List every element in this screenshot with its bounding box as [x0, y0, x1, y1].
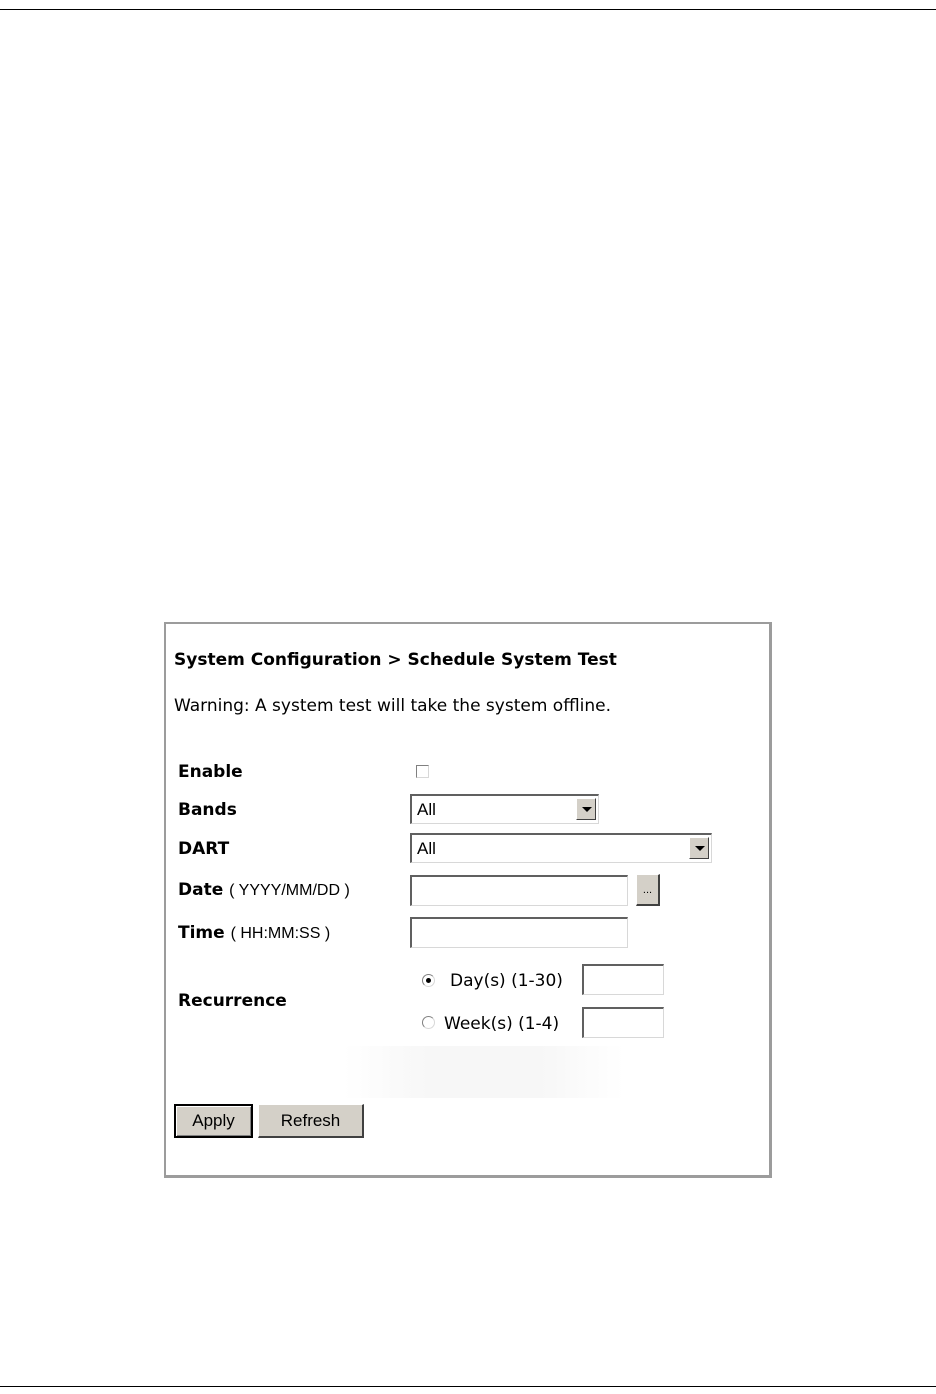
row-shading — [344, 1046, 624, 1098]
refresh-button[interactable]: Refresh — [258, 1104, 364, 1138]
recurrence-label: Recurrence — [178, 991, 287, 1011]
date-label — [178, 880, 350, 900]
dart-select[interactable] — [410, 833, 712, 863]
enable-checkbox[interactable] — [416, 765, 429, 778]
schedule-test-panel — [164, 622, 772, 1178]
recurrence-weeks-radio[interactable] — [422, 1016, 435, 1029]
date-label-text: Date — [178, 880, 224, 900]
dart-selected-value: All — [417, 839, 436, 858]
apply-button[interactable]: Apply — [174, 1104, 253, 1138]
bands-select[interactable] — [410, 794, 599, 824]
date-picker-button[interactable]: ... — [636, 874, 660, 906]
bands-selected-value: All — [417, 800, 436, 819]
enable-label: Enable — [178, 762, 243, 782]
bands-label: Bands — [178, 800, 237, 820]
recurrence-weeks-input[interactable] — [582, 1007, 664, 1038]
recurrence-days-input[interactable] — [582, 964, 664, 995]
page-header-rule — [0, 9, 936, 10]
recurrence-weeks-label: Week(s) (1-4) — [444, 1014, 560, 1034]
chevron-down-icon[interactable] — [576, 798, 596, 820]
page-title: System Configuration > Schedule System Test — [174, 650, 617, 670]
dart-label: DART — [178, 839, 230, 859]
date-input[interactable] — [410, 875, 628, 906]
date-format-hint: ( YYYY/MM/DD ) — [229, 882, 350, 899]
time-input[interactable] — [410, 917, 628, 948]
page-footer-rule — [0, 1386, 936, 1387]
time-label — [178, 923, 330, 943]
recurrence-days-label: Day(s) (1-30) — [450, 971, 563, 991]
recurrence-days-radio[interactable] — [422, 974, 435, 987]
chevron-down-icon[interactable] — [689, 837, 709, 859]
time-format-hint: ( HH:MM:SS ) — [230, 925, 331, 942]
warning-message: Warning: A system test will take the system offline. — [174, 696, 611, 716]
time-label-text: Time — [178, 923, 225, 943]
